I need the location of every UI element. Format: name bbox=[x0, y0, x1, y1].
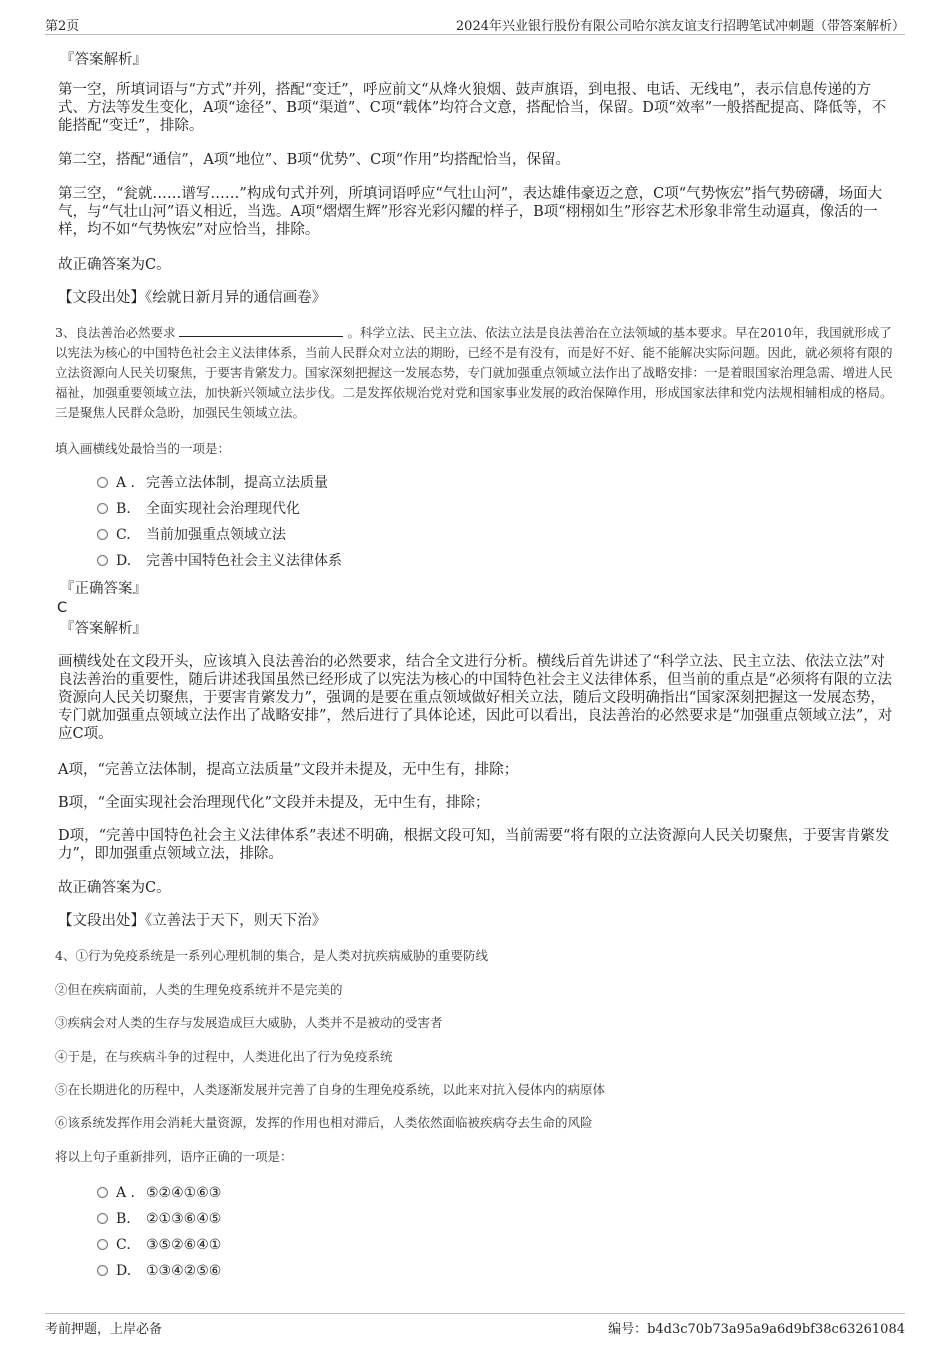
q3-option-a[interactable]: A . 完善立法体制，提高立法质量 bbox=[97, 474, 328, 492]
q4-sentence-6: ⑥该系统发挥作用会消耗大量资源，发挥的作用也相对滞后，人类依然面临被疾病夺去生命的风险 bbox=[55, 1115, 593, 1130]
page-footer bbox=[45, 1313, 905, 1336]
q3-stem-rest: 。科学立法、民主立法、依法立法是良法善治在立法领域的基本要求。早在2010年，我国就形成了以宪法为核心的中国特色社会主义法律体系，当前人民群众对立法的期盼，已经不是有没有，而是好不好、能不能解决实际问题。因此，就必须将有限的立法资源向人民关切聚焦，于要害肯綮发力。国家深刻把握这一发展态势，专门就加强重点领域立法作出了战略安排：一是着眼国家治理急需、增进人民福祉，加强重要领域立法，加快新兴领域立法步伐。二是发挥依规治党对党和国家事业发展的政治保障作用，形成国家法律和党内法规相辅相成的格局。三是聚焦人民群众急盼，加强民生领域立法。 bbox=[55, 325, 893, 420]
q3-stem bbox=[55, 323, 900, 423]
q3-blank bbox=[179, 324, 343, 337]
q3-prompt: 填入画横线处最恰当的一项是： bbox=[55, 441, 231, 456]
q2-analysis-p1: 第一空，所填词语与“方式”并列，搭配“变迁”，呼应前文“从烽火狼烟、鼓声旗语，到电报、电话、无线电”，表示信息传递的方式、方法等发生变化，A项“途径”、B项“渠道”、C项“载体”均符合文意，搭配恰当，保留。D项“效率”一般搭配提高、降低等，不能搭配“变迁”，排除。 bbox=[58, 82, 887, 134]
q4-sentence-2: ②但在疾病面前，人类的生理免疫系统并不是完美的 bbox=[55, 982, 343, 997]
q3-analysis-p5: 故正确答案为C。 bbox=[58, 880, 171, 896]
q2-analysis-p4: 故正确答案为C。 bbox=[58, 257, 171, 273]
q2-analysis-label: 『答案解析』 bbox=[60, 52, 147, 68]
radio-icon[interactable] bbox=[97, 1239, 108, 1250]
q4-sentence-1: 4、①行为免疫系统是一系列心理机制的集合，是人类对抗疾病威胁的重要防线 bbox=[55, 948, 488, 963]
q3-source: 【文段出处】《立善法于天下，则天下治》 bbox=[58, 913, 327, 929]
q3-stem-prefix: 3、良法善治必然要求 bbox=[55, 325, 176, 340]
q4-option-d[interactable]: D. ①③④②⑤⑥ bbox=[97, 1262, 221, 1280]
q4-prompt: 将以上句子重新排列，语序正确的一项是： bbox=[55, 1149, 293, 1164]
radio-icon[interactable] bbox=[97, 477, 108, 488]
document-code: 编号：b4d3c70b73a95a9a6d9bf38c63261084 bbox=[608, 1322, 905, 1337]
footer-slogan: 考前押题，上岸必备 bbox=[45, 1322, 163, 1337]
q3-option-d[interactable]: D. 完善中国特色社会主义法律体系 bbox=[97, 552, 342, 570]
q4-sentence-3: ③疾病会对人类的生存与发展造成巨大威胁，人类并不是被动的受害者 bbox=[55, 1015, 443, 1030]
q3-analysis-p1: 画横线处在文段开头，应该填入良法善治的必然要求，结合全文进行分析。横线后首先讲述了“科学立法、民主立法、依法立法”对良法善治的重要性，随后讲述我国虽然已经形成了以宪法为核心的中国特色社会主义法律体系，但当前的重点是“必须将有限的立法资源向人民关切聚焦，于要害肯綮发力”，强调的是要在重点领域做好相关立法，随后文段明确指出“国家深刻把握这一发展态势，专门就加强重点领域立法作出了战略安排”，然后进行了具体论述，因此可以看出，良法善治的必然要求是“加强重点领域立法”，对应C项。 bbox=[58, 654, 893, 742]
q2-analysis-p3: 第三空，“瓮就……谱写……”构成句式并列，所填词语呼应“气壮山河”，表达雄伟豪迈之意，C项“气势恢宏”指气势磅礴，场面大气，与“气壮山河”语义相近，当选。A项“熠熠生辉”形容光彩闪耀的样子，B项“栩栩如生”形容艺术形象非常生动逼真，像活的一样，均不如“气势恢宏”对应恰当，排除。 bbox=[58, 186, 883, 238]
q3-analysis-p4: D项，“完善中国特色社会主义法律体系”表述不明确，根据文段可知，当前需要“将有限的立法资源向人民关切聚焦，于要害肯綮发力”，即加强重点领域立法，排除。 bbox=[58, 828, 890, 862]
radio-icon[interactable] bbox=[97, 555, 108, 566]
q3-analysis-p2: A项，“完善立法体制，提高立法质量”文段并未提及，无中生有，排除； bbox=[58, 762, 519, 778]
q3-answer-label: 『正确答案』 bbox=[60, 581, 147, 597]
q3-analysis-p3: B项，“全面实现社会治理现代化”文段并未提及，无中生有，排除； bbox=[58, 795, 490, 811]
q4-sentence-5: ⑤在长期进化的历程中，人类逐渐发展并完善了自身的生理免疫系统，以此来对抗入侵体内的病原体 bbox=[55, 1082, 606, 1097]
radio-icon[interactable] bbox=[97, 503, 108, 514]
q4-option-c[interactable]: C. ③⑤②⑥④① bbox=[97, 1236, 221, 1254]
q4-sentence-4: ④于是，在与疾病斗争的过程中，人类进化出了行为免疫系统 bbox=[55, 1049, 393, 1064]
q3-option-c[interactable]: C. 当前加强重点领域立法 bbox=[97, 526, 286, 544]
document-title: 2024年兴业银行股份有限公司哈尔滨友谊支行招聘笔试冲刺题（带答案解析） bbox=[455, 19, 905, 34]
page-header bbox=[45, 12, 905, 35]
radio-icon[interactable] bbox=[97, 1265, 108, 1276]
radio-icon[interactable] bbox=[97, 1187, 108, 1198]
page-number: 第2页 bbox=[45, 19, 80, 34]
q3-analysis-label: 『答案解析』 bbox=[60, 621, 147, 637]
q4-option-a[interactable]: A . ⑤②④①⑥③ bbox=[97, 1184, 221, 1202]
radio-icon[interactable] bbox=[97, 1213, 108, 1224]
q3-answer: C bbox=[57, 600, 68, 616]
q3-option-b[interactable]: B. 全面实现社会治理现代化 bbox=[97, 500, 300, 518]
radio-icon[interactable] bbox=[97, 529, 108, 540]
q2-source: 【文段出处】《绘就日新月异的通信画卷》 bbox=[58, 290, 327, 306]
q4-option-b[interactable]: B. ②①③⑥④⑤ bbox=[97, 1210, 221, 1228]
q2-analysis-p2: 第二空，搭配“通信”，A项“地位”、B项“优势”、C项“作用”均搭配恰当，保留。 bbox=[58, 152, 571, 168]
